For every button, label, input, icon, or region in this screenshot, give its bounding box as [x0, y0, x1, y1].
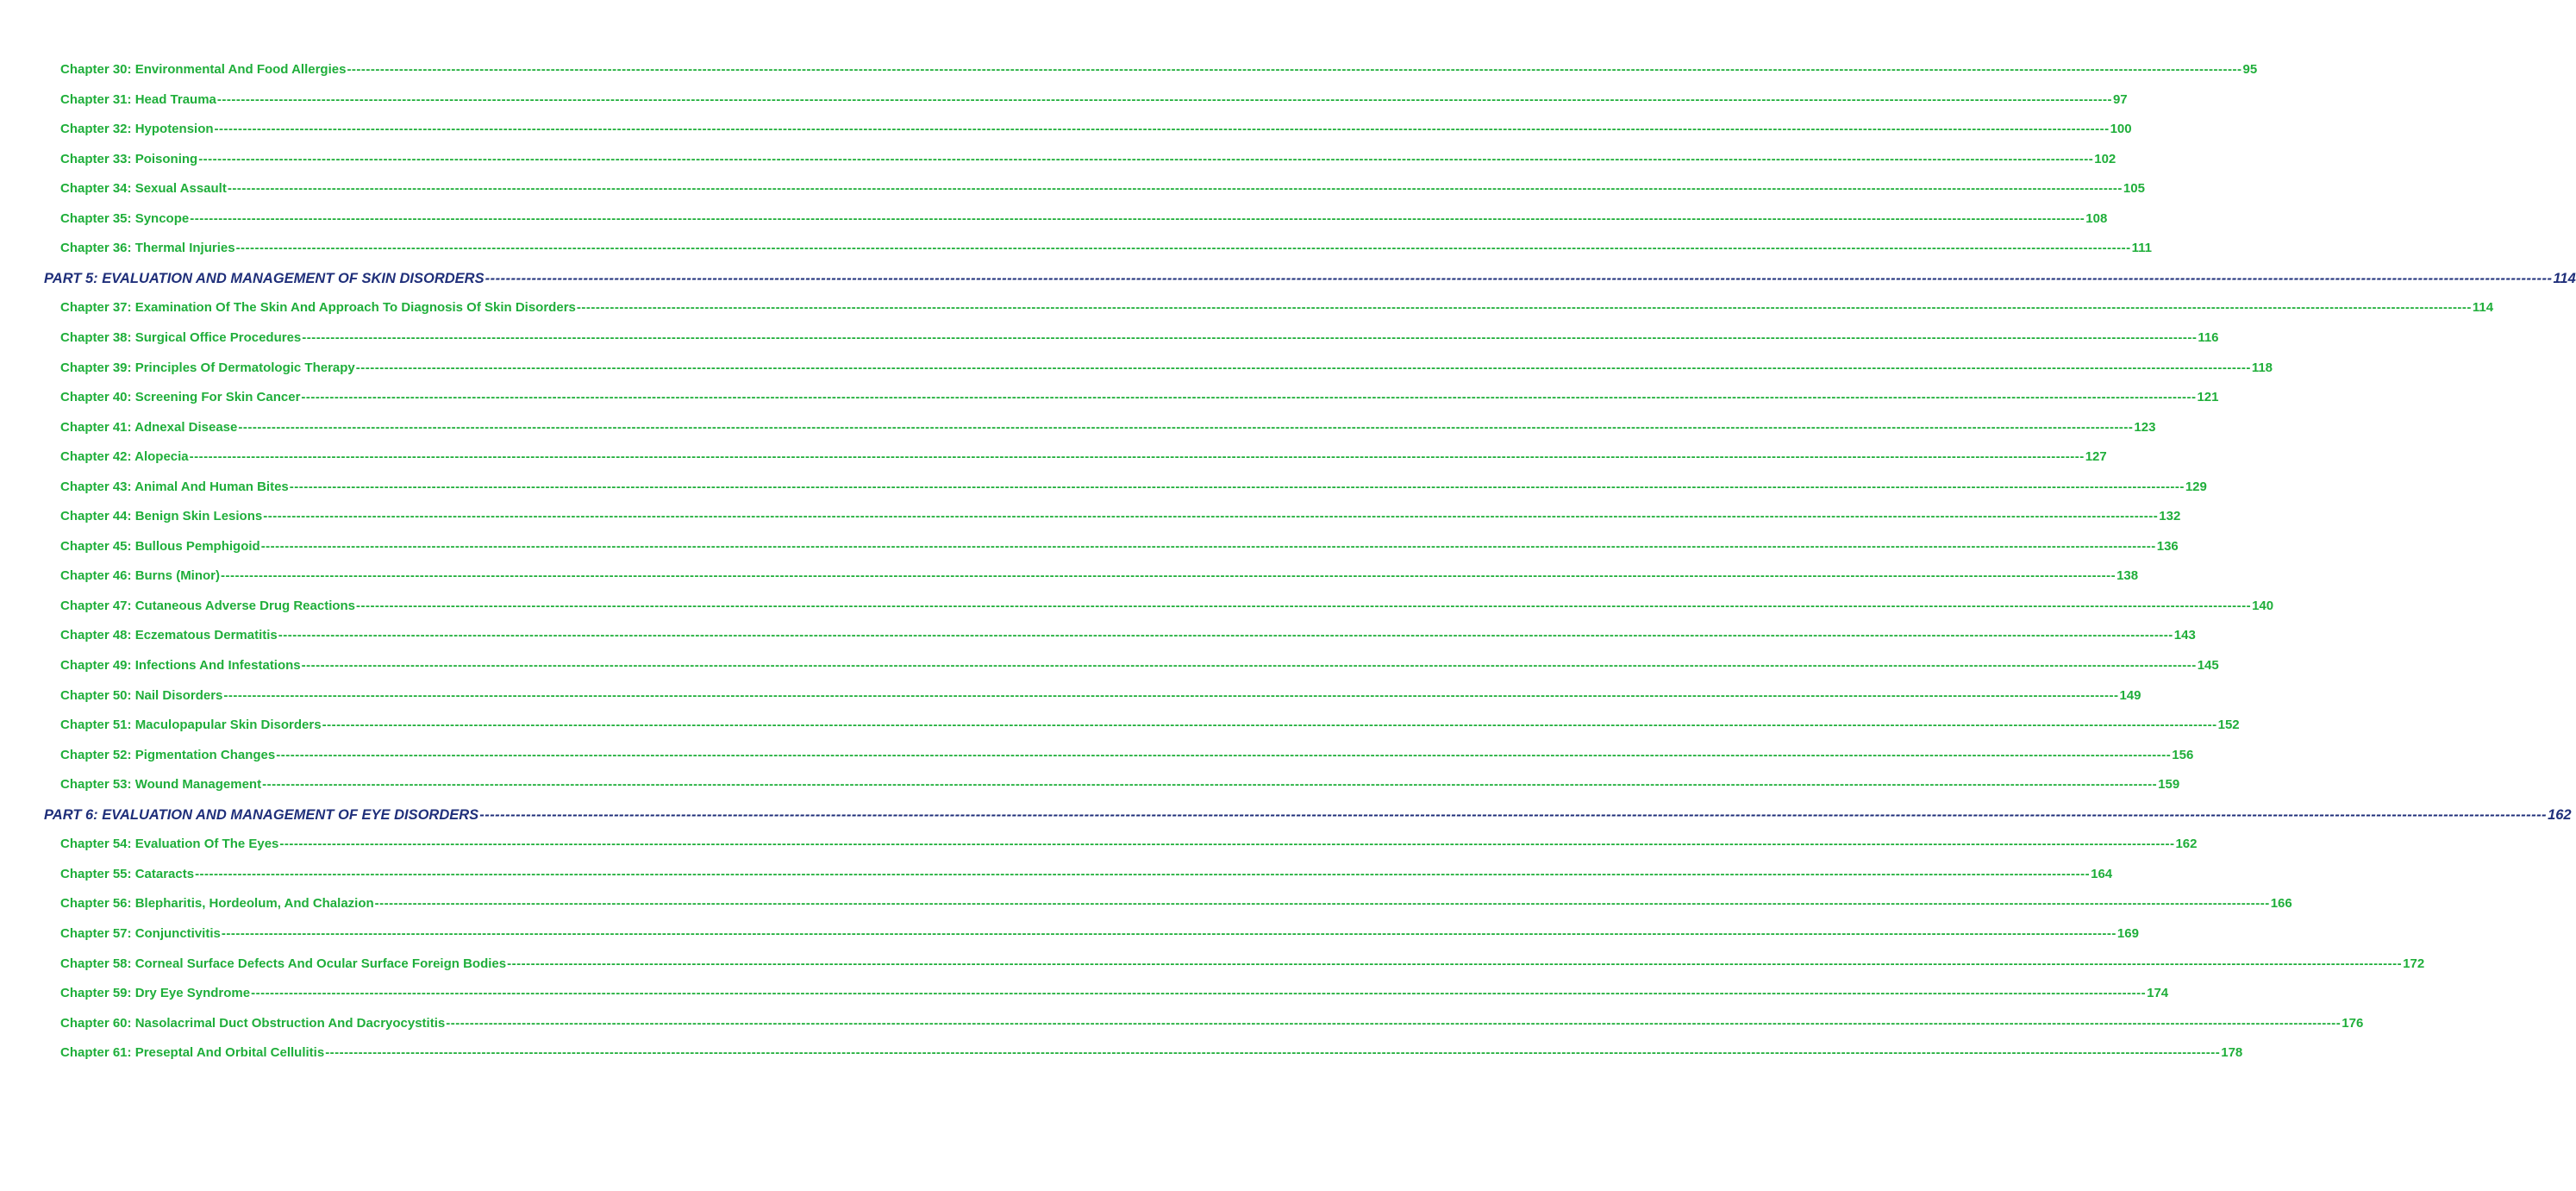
toc-entry-title: Chapter 61: Preseptal And Orbital Cellulitis — [60, 1045, 325, 1061]
toc-dot-leader: ---------------------------------------------------------------------------------------------------------------------------------------------------------------------------------------------------------------------------------------------------------------------------------------------------------------------------------------------------------------------------------------------------------------- — [301, 658, 2197, 673]
toc-entry-title: Chapter 30: Environmental And Food Allergies — [60, 62, 347, 77]
toc-dot-leader: ---------------------------------------------------------------------------------------------------------------------------------------------------------------------------------------------------------------------------------------------------------------------------------------------------------------------------------------------------------------------------------------------------------------- — [276, 747, 2172, 762]
toc-dot-leader: ---------------------------------------------------------------------------------------------------------------------------------------------------------------------------------------------------------------------------------------------------------------------------------------------------------------------------------------------------------------------------------------------------------------- — [302, 329, 2198, 345]
toc-dot-leader: ---------------------------------------------------------------------------------------------------------------------------------------------------------------------------------------------------------------------------------------------------------------------------------------------------------------------------------------------------------------------------------------------------------------- — [221, 568, 2116, 584]
toc-page-number: 121 — [2197, 390, 2219, 404]
toc-page-number: 178 — [2221, 1045, 2243, 1061]
toc-page-number: 138 — [2116, 568, 2139, 584]
toc-chapter-entry[interactable] — [60, 538, 2179, 555]
toc-chapter-entry[interactable] — [60, 567, 2139, 585]
toc-page-number: 145 — [2197, 658, 2219, 673]
toc-chapter-entry[interactable] — [60, 866, 2113, 883]
toc-dot-leader: ---------------------------------------------------------------------------------------------------------------------------------------------------------------------------------------------------------------------------------------------------------------------------------------------------------------------------------------------------------------------------------------------------------------- — [479, 806, 2548, 823]
toc-dot-leader: ---------------------------------------------------------------------------------------------------------------------------------------------------------------------------------------------------------------------------------------------------------------------------------------------------------------------------------------------------------------------------------------------------------------- — [576, 300, 2472, 316]
toc-dot-leader: ---------------------------------------------------------------------------------------------------------------------------------------------------------------------------------------------------------------------------------------------------------------------------------------------------------------------------------------------------------------------------------------------------------------- — [355, 360, 2251, 375]
toc-chapter-entry[interactable] — [60, 151, 2116, 168]
toc-page-number: 166 — [2270, 896, 2292, 912]
toc-page-number: 114 — [2553, 270, 2576, 286]
toc-page-number: 149 — [2119, 687, 2141, 703]
toc-entry-title: Chapter 31: Head Trauma — [60, 91, 216, 107]
toc-part-heading[interactable] — [44, 806, 2572, 824]
toc-dot-leader: ---------------------------------------------------------------------------------------------------------------------------------------------------------------------------------------------------------------------------------------------------------------------------------------------------------------------------------------------------------------------------------------------------------------- — [374, 896, 2270, 912]
toc-chapter-entry[interactable] — [60, 240, 2152, 257]
toc-entry-title: Chapter 35: Syncope — [60, 210, 190, 226]
toc-chapter-entry[interactable] — [60, 299, 2494, 317]
toc-dot-leader: ---------------------------------------------------------------------------------------------------------------------------------------------------------------------------------------------------------------------------------------------------------------------------------------------------------------------------------------------------------------------------------------------------------------- — [289, 479, 2185, 494]
toc-entry-title: Chapter 51: Maculopapular Skin Disorders — [60, 718, 322, 733]
toc-entry-title: Chapter 45: Bullous Pemphigoid — [60, 538, 260, 554]
toc-chapter-entry[interactable] — [60, 1044, 2243, 1062]
toc-chapter-entry[interactable] — [60, 627, 2196, 644]
toc-entry-title: Chapter 53: Wound Management — [60, 777, 262, 793]
toc-page-number: 169 — [2116, 925, 2139, 941]
toc-chapter-entry[interactable] — [60, 836, 2198, 853]
toc-entry-title: Chapter 43: Animal And Human Bites — [60, 479, 289, 494]
toc-chapter-entry[interactable] — [60, 895, 2292, 912]
toc-entry-title: Chapter 59: Dry Eye Syndrome — [60, 986, 251, 1000]
toc-page-number: 102 — [2094, 151, 2116, 166]
toc-dot-leader: ---------------------------------------------------------------------------------------------------------------------------------------------------------------------------------------------------------------------------------------------------------------------------------------------------------------------------------------------------------------------------------------------------------------- — [189, 449, 2085, 465]
toc-entry-title: Chapter 36: Thermal Injuries — [60, 241, 235, 256]
toc-chapter-entry[interactable] — [60, 479, 2207, 496]
toc-dot-leader: ---------------------------------------------------------------------------------------------------------------------------------------------------------------------------------------------------------------------------------------------------------------------------------------------------------------------------------------------------------------------------------------------------------------- — [278, 628, 2173, 643]
toc-dot-leader: ---------------------------------------------------------------------------------------------------------------------------------------------------------------------------------------------------------------------------------------------------------------------------------------------------------------------------------------------------------------------------------------------------------------- — [262, 777, 2158, 793]
toc-entry-title: Chapter 33: Poisoning — [60, 151, 198, 166]
toc-chapter-entry[interactable] — [60, 508, 2181, 525]
toc-entry-title: Chapter 60: Nasolacrimal Duct Obstruction And Dacryocystitis — [60, 1015, 446, 1031]
toc-chapter-entry[interactable] — [60, 61, 2258, 78]
toc-page-number: 152 — [2217, 718, 2240, 733]
toc-page-number: 129 — [2185, 479, 2207, 494]
toc-entry-title: Chapter 50: Nail Disorders — [60, 687, 223, 703]
toc-chapter-entry[interactable] — [60, 747, 2194, 764]
toc-entry-title: Chapter 34: Sexual Assault — [60, 181, 227, 197]
toc-entry-title: Chapter 58: Corneal Surface Defects And Ocular Surface Foreign Bodies — [60, 956, 507, 971]
toc-page-number: 97 — [2112, 91, 2128, 107]
toc-entry-title: Chapter 38: Surgical Office Procedures — [60, 329, 302, 345]
toc-page-number: 136 — [2156, 538, 2179, 554]
toc-page-number: 176 — [2342, 1015, 2364, 1031]
toc-entry-title: Chapter 52: Pigmentation Changes — [60, 747, 276, 762]
toc-chapter-entry[interactable] — [60, 717, 2240, 734]
toc-dot-leader: ---------------------------------------------------------------------------------------------------------------------------------------------------------------------------------------------------------------------------------------------------------------------------------------------------------------------------------------------------------------------------------------------------------------- — [195, 866, 2091, 881]
toc-entry-title: Chapter 32: Hypotension — [60, 122, 214, 137]
toc-chapter-entry[interactable] — [60, 1015, 2364, 1032]
toc-entry-title: Chapter 44: Benign Skin Lesions — [60, 509, 263, 524]
toc-chapter-entry[interactable] — [60, 985, 2169, 1002]
toc-dot-leader: ---------------------------------------------------------------------------------------------------------------------------------------------------------------------------------------------------------------------------------------------------------------------------------------------------------------------------------------------------------------------------------------------------------------- — [190, 210, 2085, 226]
toc-dot-leader: ---------------------------------------------------------------------------------------------------------------------------------------------------------------------------------------------------------------------------------------------------------------------------------------------------------------------------------------------------------------------------------------------------------------- — [485, 270, 2553, 286]
toc-dot-leader: ---------------------------------------------------------------------------------------------------------------------------------------------------------------------------------------------------------------------------------------------------------------------------------------------------------------------------------------------------------------------------------------------------------------- — [279, 837, 2175, 852]
toc-page-number: 95 — [2242, 62, 2258, 77]
toc-chapter-entry[interactable] — [60, 776, 2180, 793]
toc-chapter-entry[interactable] — [60, 598, 2274, 615]
toc-entry-title: Chapter 47: Cutaneous Adverse Drug Reactions — [60, 598, 356, 613]
toc-page-number: 100 — [2110, 122, 2132, 137]
toc-chapter-entry[interactable] — [60, 925, 2139, 943]
toc-dot-leader: ---------------------------------------------------------------------------------------------------------------------------------------------------------------------------------------------------------------------------------------------------------------------------------------------------------------------------------------------------------------------------------------------------------------- — [263, 509, 2159, 524]
toc-dot-leader: ---------------------------------------------------------------------------------------------------------------------------------------------------------------------------------------------------------------------------------------------------------------------------------------------------------------------------------------------------------------------------------------------------------------- — [260, 538, 2156, 554]
toc-chapter-entry[interactable] — [60, 329, 2219, 347]
toc-entry-title: Chapter 54: Evaluation Of The Eyes — [60, 837, 279, 852]
toc-chapter-entry[interactable] — [60, 210, 2108, 228]
toc-dot-leader: ---------------------------------------------------------------------------------------------------------------------------------------------------------------------------------------------------------------------------------------------------------------------------------------------------------------------------------------------------------------------------------------------------------------- — [223, 687, 2119, 703]
toc-dot-leader: ---------------------------------------------------------------------------------------------------------------------------------------------------------------------------------------------------------------------------------------------------------------------------------------------------------------------------------------------------------------------------------------------------------------- — [198, 151, 2094, 166]
toc-chapter-entry[interactable] — [60, 419, 2156, 436]
toc-chapter-entry[interactable] — [60, 657, 2219, 674]
toc-entry-title: Chapter 39: Principles Of Dermatologic Therapy — [60, 360, 355, 375]
toc-dot-leader: ---------------------------------------------------------------------------------------------------------------------------------------------------------------------------------------------------------------------------------------------------------------------------------------------------------------------------------------------------------------------------------------------------------------- — [235, 241, 2131, 256]
toc-dot-leader: ---------------------------------------------------------------------------------------------------------------------------------------------------------------------------------------------------------------------------------------------------------------------------------------------------------------------------------------------------------------------------------------------------------------- — [238, 419, 2134, 435]
toc-dot-leader: ---------------------------------------------------------------------------------------------------------------------------------------------------------------------------------------------------------------------------------------------------------------------------------------------------------------------------------------------------------------------------------------------------------------- — [356, 598, 2252, 613]
toc-page-number: 114 — [2472, 300, 2494, 316]
toc-dot-leader: ---------------------------------------------------------------------------------------------------------------------------------------------------------------------------------------------------------------------------------------------------------------------------------------------------------------------------------------------------------------------------------------------------------------- — [251, 986, 2147, 1000]
toc-page-number: 162 — [2548, 806, 2572, 823]
toc-page-number: 172 — [2403, 956, 2425, 971]
toc-dot-leader: ---------------------------------------------------------------------------------------------------------------------------------------------------------------------------------------------------------------------------------------------------------------------------------------------------------------------------------------------------------------------------------------------------------------- — [221, 925, 2116, 941]
toc-page-number: 123 — [2134, 419, 2156, 435]
toc-page-number: 159 — [2158, 777, 2180, 793]
toc-chapter-entry[interactable] — [60, 687, 2141, 705]
toc-page-number: 108 — [2085, 210, 2108, 226]
toc-chapter-entry[interactable] — [60, 956, 2425, 973]
toc-dot-leader: ---------------------------------------------------------------------------------------------------------------------------------------------------------------------------------------------------------------------------------------------------------------------------------------------------------------------------------------------------------------------------------------------------------------- — [227, 181, 2123, 197]
toc-page-number: 111 — [2131, 241, 2152, 256]
toc-chapter-entry[interactable] — [60, 121, 2132, 138]
toc-chapter-entry[interactable] — [60, 91, 2128, 109]
toc-entry-title: Chapter 37: Examination Of The Skin And Approach To Diagnosis Of Skin Disorders — [60, 300, 576, 316]
toc-page-number: 164 — [2091, 866, 2113, 881]
toc-entry-title: Chapter 41: Adnexal Disease — [60, 419, 238, 435]
toc-entry-title: Chapter 56: Blepharitis, Hordeolum, And Chalazion — [60, 896, 374, 912]
toc-dot-leader: ---------------------------------------------------------------------------------------------------------------------------------------------------------------------------------------------------------------------------------------------------------------------------------------------------------------------------------------------------------------------------------------------------------------- — [214, 122, 2110, 137]
toc-dot-leader: ---------------------------------------------------------------------------------------------------------------------------------------------------------------------------------------------------------------------------------------------------------------------------------------------------------------------------------------------------------------------------------------------------------------- — [216, 91, 2112, 107]
toc-chapter-entry[interactable] — [60, 389, 2219, 406]
toc-entry-title: PART 5: EVALUATION AND MANAGEMENT OF SKIN DISORDERS — [44, 270, 485, 286]
toc-dot-leader: ---------------------------------------------------------------------------------------------------------------------------------------------------------------------------------------------------------------------------------------------------------------------------------------------------------------------------------------------------------------------------------------------------------------- — [325, 1045, 2221, 1061]
toc-chapter-entry[interactable] — [60, 360, 2273, 377]
toc-page-number: 127 — [2085, 449, 2107, 465]
toc-page-number: 143 — [2173, 628, 2196, 643]
toc-entry-title: Chapter 40: Screening For Skin Cancer — [60, 390, 301, 404]
toc-dot-leader: ---------------------------------------------------------------------------------------------------------------------------------------------------------------------------------------------------------------------------------------------------------------------------------------------------------------------------------------------------------------------------------------------------------------- — [322, 718, 2217, 733]
toc-page-number: 105 — [2123, 181, 2145, 197]
toc-page-number: 132 — [2159, 509, 2181, 524]
toc-chapter-entry[interactable] — [60, 180, 2145, 197]
toc-dot-leader: ---------------------------------------------------------------------------------------------------------------------------------------------------------------------------------------------------------------------------------------------------------------------------------------------------------------------------------------------------------------------------------------------------------------- — [301, 390, 2197, 404]
toc-entry-title: Chapter 49: Infections And Infestations — [60, 658, 301, 673]
toc-entry-title: Chapter 42: Alopecia — [60, 449, 189, 465]
toc-part-heading[interactable] — [44, 270, 2576, 287]
toc-dot-leader: ---------------------------------------------------------------------------------------------------------------------------------------------------------------------------------------------------------------------------------------------------------------------------------------------------------------------------------------------------------------------------------------------------------------- — [347, 62, 2242, 77]
toc-entry-title: Chapter 55: Cataracts — [60, 866, 195, 881]
toc-page-number: 116 — [2198, 329, 2219, 345]
toc-dot-leader: ---------------------------------------------------------------------------------------------------------------------------------------------------------------------------------------------------------------------------------------------------------------------------------------------------------------------------------------------------------------------------------------------------------------- — [446, 1015, 2342, 1031]
toc-chapter-entry[interactable] — [60, 448, 2107, 466]
toc-page-number: 174 — [2147, 986, 2169, 1000]
toc-page-number: 118 — [2251, 360, 2273, 375]
toc-entry-title: PART 6: EVALUATION AND MANAGEMENT OF EYE DISORDERS — [44, 806, 479, 823]
toc-page-number: 156 — [2172, 747, 2194, 762]
toc-page-number: 140 — [2252, 598, 2274, 613]
toc-entry-title: Chapter 48: Eczematous Dermatitis — [60, 628, 278, 643]
toc-page-number: 162 — [2175, 837, 2198, 852]
toc-dot-leader: ---------------------------------------------------------------------------------------------------------------------------------------------------------------------------------------------------------------------------------------------------------------------------------------------------------------------------------------------------------------------------------------------------------------- — [507, 956, 2403, 971]
toc-entry-title: Chapter 46: Burns (Minor) — [60, 568, 221, 584]
toc-entry-title: Chapter 57: Conjunctivitis — [60, 925, 221, 941]
